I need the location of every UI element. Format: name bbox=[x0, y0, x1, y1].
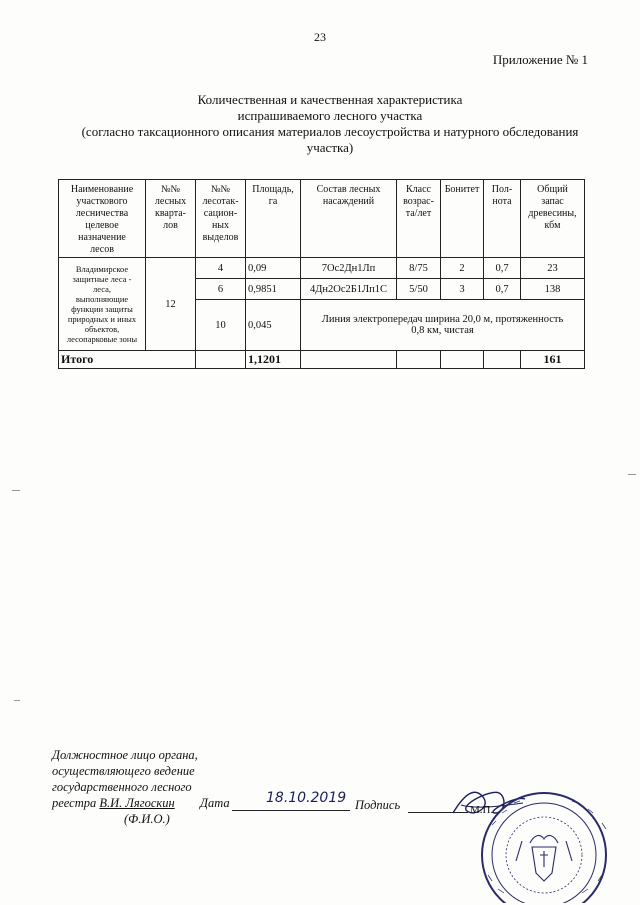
fio-caption: (Ф.И.О.) bbox=[124, 812, 170, 826]
official-caption-line-3: государственного лесного bbox=[52, 780, 192, 794]
bonitet-cell: 3 bbox=[441, 279, 484, 300]
text-line: №№ bbox=[210, 184, 231, 195]
stock-cell: 23 bbox=[521, 258, 585, 279]
text-line: Пол- bbox=[491, 184, 513, 195]
text-line: древесины, bbox=[528, 208, 577, 219]
text-line: назначение bbox=[78, 232, 126, 243]
total-empty-cell bbox=[441, 351, 484, 369]
header-area bbox=[246, 180, 301, 258]
official-caption-line-1: Должностное лицо органа, bbox=[52, 748, 198, 762]
text-line: кварта- bbox=[154, 208, 186, 219]
text-line: леса, bbox=[92, 284, 111, 294]
title-line-1: Количественная и качественная характеристика bbox=[197, 92, 463, 107]
header-vydel bbox=[196, 180, 246, 258]
header-density bbox=[484, 180, 521, 258]
area-cell: 0,045 bbox=[246, 300, 301, 351]
text-line: лесов bbox=[90, 244, 114, 255]
total-stock: 161 bbox=[521, 351, 585, 369]
header-quarter bbox=[146, 180, 196, 258]
handwritten-date: 18.10.2019 bbox=[266, 790, 347, 806]
text-line: лесничества bbox=[75, 208, 129, 219]
table-total-row bbox=[59, 351, 585, 369]
date-underline bbox=[232, 810, 350, 811]
text-line: Наименование bbox=[70, 184, 134, 195]
vydel-cell: 10 bbox=[196, 300, 246, 351]
vydel-cell: 4 bbox=[196, 258, 246, 279]
text-line: Общий bbox=[537, 184, 568, 195]
text-line: №№ bbox=[160, 184, 181, 195]
table-header-row bbox=[59, 180, 585, 258]
header-age-class bbox=[397, 180, 441, 258]
text-line: лесопарковые зоны bbox=[66, 334, 138, 344]
text-line: лесотак- bbox=[202, 196, 239, 207]
forest-characteristics-table bbox=[58, 179, 585, 369]
area-cell: 0,09 bbox=[246, 258, 301, 279]
density-cell: 0,7 bbox=[484, 279, 521, 300]
text-line: функции защиты bbox=[71, 304, 133, 314]
official-caption-line-2: осуществляющего ведение bbox=[52, 764, 195, 778]
quarter-cell: 12 bbox=[146, 258, 196, 351]
text-line: выполняющие bbox=[75, 294, 129, 304]
text-line: сацион- bbox=[203, 208, 238, 219]
powerline-note-line-2: 0,8 км, чистая bbox=[411, 325, 474, 336]
official-caption-line-4 bbox=[52, 796, 175, 811]
text-line: целевое bbox=[85, 220, 119, 231]
title-line-3: (согласно таксационного описания материалов лесоустройства и натурного обследования bbox=[81, 124, 579, 139]
powerline-note-cell bbox=[301, 300, 585, 351]
text-line: га bbox=[268, 196, 278, 207]
official-seal-stamp bbox=[452, 785, 627, 903]
age-class-cell: 8/75 bbox=[397, 258, 441, 279]
text-line: Класс bbox=[406, 184, 431, 195]
header-forestry bbox=[59, 180, 146, 258]
total-label: Итого bbox=[59, 351, 196, 369]
text-line: участкового bbox=[76, 196, 128, 207]
composition-cell: 4Дн2Ос2Б1Лп1С bbox=[301, 279, 397, 300]
header-stock bbox=[521, 180, 585, 258]
text-line: защитные леса - bbox=[72, 274, 132, 284]
text-line: выделов bbox=[202, 232, 239, 243]
registry-word: реестра bbox=[52, 796, 97, 810]
total-area: 1,1201 bbox=[246, 351, 301, 369]
density-cell: 0,7 bbox=[484, 258, 521, 279]
composition-cell: 7Ос2Дн1Лп bbox=[301, 258, 397, 279]
text-line: кбм bbox=[544, 220, 561, 231]
official-name: В.И. Лягоскин bbox=[99, 796, 175, 810]
area-cell: 0,9851 bbox=[246, 279, 301, 300]
scan-mark bbox=[14, 700, 20, 701]
seal-place-label: М.П. bbox=[470, 804, 494, 816]
age-class-cell: 5/50 bbox=[397, 279, 441, 300]
total-empty-cell bbox=[301, 351, 397, 369]
text-line: Бонитет bbox=[444, 184, 480, 195]
text-line: та/лет bbox=[405, 208, 432, 219]
header-composition bbox=[301, 180, 397, 258]
total-empty-cell bbox=[484, 351, 521, 369]
title-line-2: испрашиваемого лесного участка bbox=[237, 108, 423, 123]
scan-mark bbox=[12, 490, 20, 491]
text-line: объектов, bbox=[84, 324, 120, 334]
forestry-category-cell bbox=[59, 258, 146, 351]
text-line: Состав лесных bbox=[316, 184, 381, 195]
text-line: Владимирское bbox=[75, 264, 129, 274]
date-label: Дата bbox=[200, 796, 230, 810]
text-line: природных и иных bbox=[67, 314, 137, 324]
table-row bbox=[59, 258, 585, 279]
appendix-label: Приложение № 1 bbox=[492, 52, 588, 67]
text-line: ных bbox=[211, 220, 230, 231]
text-line: Площадь, bbox=[252, 184, 294, 195]
bonitet-cell: 2 bbox=[441, 258, 484, 279]
page-number: 23 bbox=[314, 30, 326, 44]
powerline-note-line-1: Линия электропередач ширина 20,0 м, протяженность bbox=[321, 314, 564, 325]
header-bonitet bbox=[441, 180, 484, 258]
title-line-4: участка) bbox=[306, 140, 354, 155]
text-line: запас bbox=[541, 196, 564, 207]
text-line: нота bbox=[492, 196, 512, 207]
total-empty-cell bbox=[397, 351, 441, 369]
stock-cell: 138 bbox=[521, 279, 585, 300]
text-line: лов bbox=[163, 220, 178, 231]
signature-label: Подпись bbox=[355, 798, 401, 812]
text-line: лесных bbox=[154, 196, 187, 207]
scan-mark bbox=[628, 474, 636, 475]
vydel-cell: 6 bbox=[196, 279, 246, 300]
text-line: возрас- bbox=[403, 196, 434, 207]
text-line: насаждений bbox=[322, 196, 375, 207]
total-empty-cell bbox=[196, 351, 246, 369]
